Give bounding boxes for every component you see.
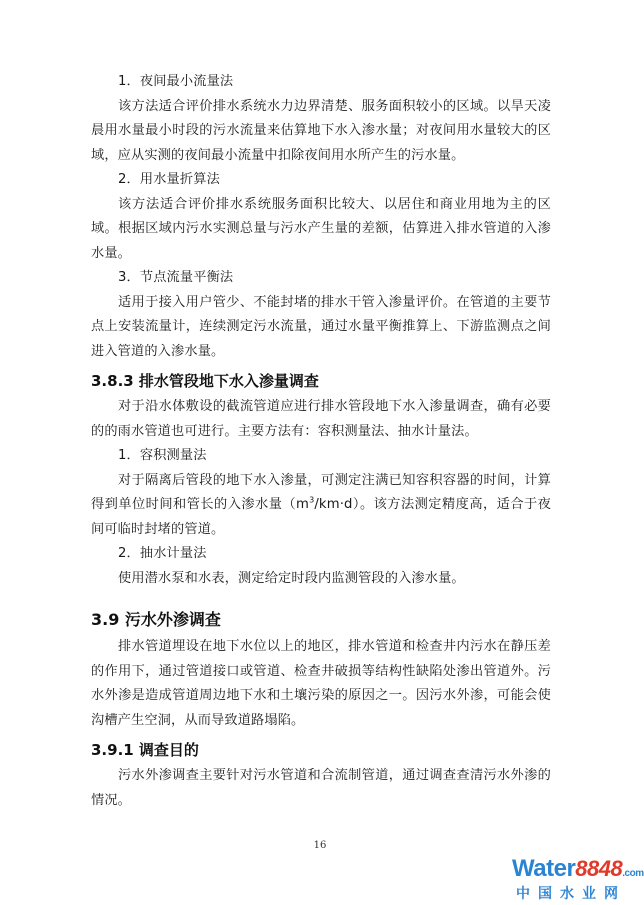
item-title-water-conversion: 2．用水量折算法 xyxy=(118,172,220,187)
paragraph-water-conversion: 该方法适合评价排水系统服务面积比较大、以居住和商业用地为主的区域。根据区域内污水实测总量与污水产生量的差额，估算进入排水管道的入渗水量。 xyxy=(91,196,551,261)
watermark-brand-word: Water xyxy=(512,855,576,882)
item-title-node-balance: 3．节点流量平衡法 xyxy=(118,270,234,285)
paragraph-night-min-flow: 该方法适合评价排水系统水力边界清楚、服务面积较小的区域。以旱天凌晨用水量最小时段的污水流量来估算地下水入渗水量；对夜间用水量较大的区域，应从实测的夜间最小流量中扣除夜间用水所产生的污水量。 xyxy=(91,98,551,163)
volume-method-text-a: 对于隔离后管段的地下水入渗量，可测定注满已知容积容器的时间，计算得到单位时间和管长的入渗水量（m xyxy=(91,472,551,512)
site-watermark-logo xyxy=(512,855,644,903)
paragraph-pump-method: 使用潜水泵和水表，测定给定时段内监测管段的入渗水量。 xyxy=(118,570,465,586)
watermark-brand-suffix: .com xyxy=(622,868,644,879)
paragraph-node-balance: 适用于接入用户管少、不能封堵的排水干管入渗量评价。在管道的主要节点上安装流量计，连续测定污水流量，通过水量平衡推算上、下游监测点之间进入管道的入渗水量。 xyxy=(91,294,551,359)
item-title-night-min-flow: 1．夜间最小流量法 xyxy=(118,74,234,89)
unit-superscript: 3 xyxy=(309,495,315,505)
item-title-pump-method: 2．抽水计量法 xyxy=(118,546,207,561)
watermark-brand-number: 8848 xyxy=(575,856,623,881)
page-number: 16 xyxy=(313,840,327,851)
page-content xyxy=(91,70,551,813)
heading-3-9: 3.9 污水外渗调查 xyxy=(91,610,221,629)
heading-3-8-3: 3.8.3 排水管段地下水入渗量调查 xyxy=(91,372,319,390)
paragraph-infiltration-survey: 对于沿水体敷设的截流管道应进行排水管段地下水入渗量调查，确有必要的的雨水管道也可进行。主要方法有：容积测量法、抽水计量法。 xyxy=(91,399,551,439)
paragraph-survey-purpose: 污水外渗调查主要针对污水管道和合流制管道，通过调查查清污水外渗的情况。 xyxy=(91,768,551,808)
watermark-cn-name: 中国水业网 xyxy=(516,886,626,902)
paragraph-exfiltration: 排水管道埋设在地下水位以上的地区，排水管道和检查井内污水在静压差的作用下，通过管道接口或管道、检查井破损等结构性缺陷处渗出管道外。污水外渗是造成管道周边地下水和土壤污染的原因之一。因污水外渗，可能会使沟槽产生空洞，从而导致道路塌陷。 xyxy=(91,639,551,728)
volume-method-text-b: /km·d）。该方法测定精度高，适合于夜间可临时封堵的管道。 xyxy=(91,497,552,537)
item-title-volume-method: 1．容积测量法 xyxy=(118,448,207,463)
watermark-brand xyxy=(512,855,644,883)
heading-3-9-1: 3.9.1 调查目的 xyxy=(91,741,199,759)
paragraph-volume-method xyxy=(91,469,551,543)
